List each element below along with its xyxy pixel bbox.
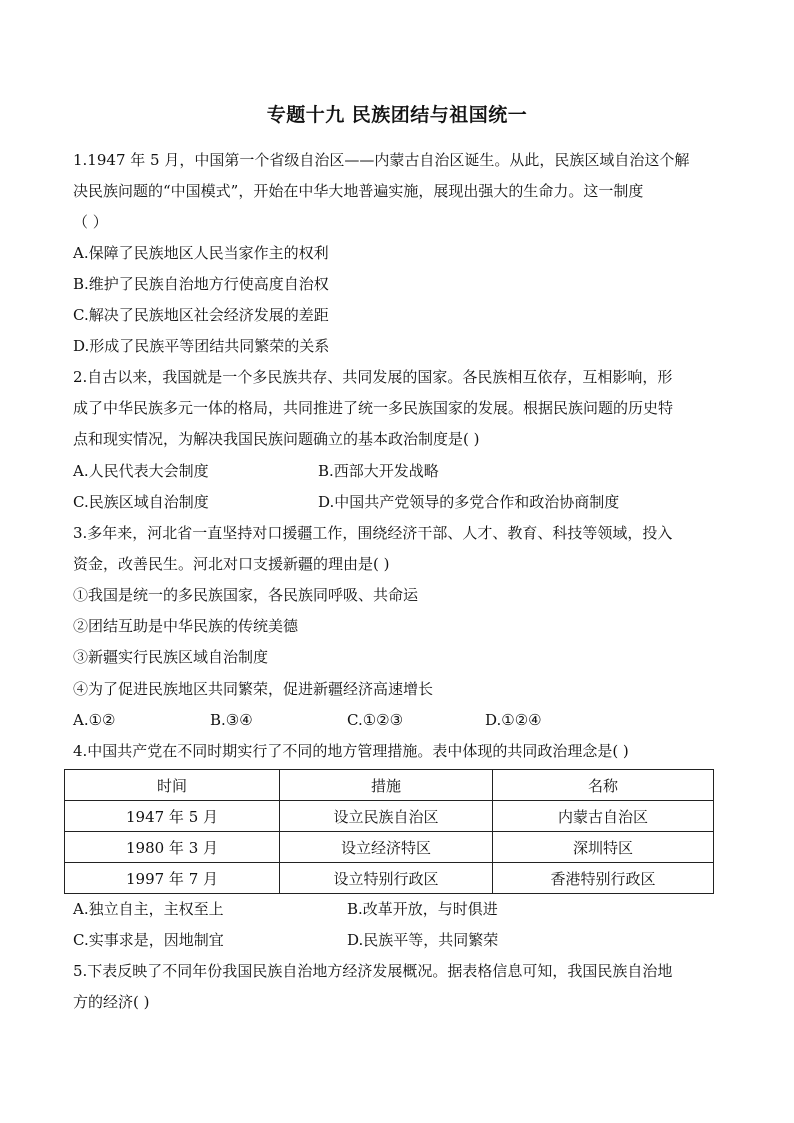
- q3-option-a: A.①②: [73, 711, 116, 729]
- table-row: [65, 832, 714, 863]
- q3-statement-2: ②团结互助是中华民族的传统美德: [73, 617, 299, 635]
- table-cell: 1980 年 3 月: [65, 832, 280, 863]
- q1-option-c: C.解决了民族地区社会经济发展的差距: [73, 306, 329, 324]
- table-header-cell: 时间: [65, 770, 280, 801]
- q3-statement-1: ①我国是统一的多民族国家，各民族同呼吸、共命运: [73, 586, 419, 604]
- table-cell: 设立民族自治区: [280, 801, 493, 832]
- q2-line-1: 2.自古以来，我国就是一个多民族共存、共同发展的国家。各民族相互依存，互相影响，形: [73, 368, 673, 386]
- table-cell: 深圳特区: [493, 832, 714, 863]
- q3-line-2: 资金，改善民生。河北对口支援新疆的理由是( ): [73, 555, 390, 573]
- q1-option-d: D.形成了民族平等团结共同繁荣的关系: [73, 337, 330, 355]
- q3-option-d: D.①②④: [485, 711, 542, 729]
- q4-option-a: A.独立自主，主权至上: [73, 900, 224, 918]
- q3-statement-3: ③新疆实行民族区域自治制度: [73, 648, 269, 666]
- q5-line-1: 5.下表反映了不同年份我国民族自治地方经济发展概况。据表格信息可知，我国民族自治地: [73, 962, 673, 980]
- table-cell: 1947 年 5 月: [65, 801, 280, 832]
- q1-line-2: 决民族问题的“中国模式”，开始在中华大地普遍实施，展现出强大的生命力。这一制度: [73, 182, 644, 200]
- table-cell: 内蒙古自治区: [493, 801, 714, 832]
- q2-line-2: 成了中华民族多元一体的格局，共同推进了统一多民族国家的发展。根据民族问题的历史特: [73, 399, 674, 417]
- table-cell: 设立经济特区: [280, 832, 493, 863]
- q4-option-d: D.民族平等，共同繁荣: [347, 931, 499, 949]
- q4-option-c: C.实事求是，因地制宜: [73, 931, 224, 949]
- table-cell: 香港特别行政区: [493, 863, 714, 894]
- q2-option-b: B.西部大开发战略: [318, 462, 439, 480]
- q4-line-1: 4.中国共产党在不同时期实行了不同的地方管理措施。表中体现的共同政治理念是( ): [73, 742, 629, 760]
- table-cell: 1997 年 7 月: [65, 863, 280, 894]
- q3-line-1: 3.多年来，河北省一直坚持对口援疆工作，围绕经济干部、人才、教育、科技等领域，投入: [73, 524, 673, 542]
- table-header-cell: 名称: [493, 770, 714, 801]
- q1-option-b: B.维护了民族自治地方行使高度自治权: [73, 275, 329, 293]
- q3-option-c: C.①②③: [347, 711, 404, 729]
- q1-line-1: 1.1947 年 5 月，中国第一个省级自治区——内蒙古自治区诞生。从此，民族区域自治这个解: [73, 151, 690, 169]
- table-header-cell: 措施: [280, 770, 493, 801]
- page-title: 专题十九 民族团结与祖国统一: [266, 104, 528, 126]
- q5-line-2: 方的经济( ): [73, 993, 150, 1011]
- q1-line-3: （ ）: [73, 213, 108, 231]
- q3-option-b: B.③④: [210, 711, 253, 729]
- q4-table: [64, 769, 714, 894]
- q2-option-c: C.民族区域自治制度: [73, 493, 209, 511]
- q4-option-b: B.改革开放，与时俱进: [347, 900, 498, 918]
- q2-line-3: 点和现实情况，为解决我国民族问题确立的基本政治制度是( ): [73, 430, 480, 448]
- q2-option-a: A.人民代表大会制度: [73, 462, 209, 480]
- table-row: [65, 863, 714, 894]
- table-header-row: [65, 770, 714, 801]
- q2-option-d: D.中国共产党领导的多党合作和政治协商制度: [318, 493, 620, 511]
- table-row: [65, 801, 714, 832]
- q1-option-a: A.保障了民族地区人民当家作主的权利: [73, 244, 329, 262]
- table-cell: 设立特别行政区: [280, 863, 493, 894]
- q3-statement-4: ④为了促进民族地区共同繁荣，促进新疆经济高速增长: [73, 680, 434, 698]
